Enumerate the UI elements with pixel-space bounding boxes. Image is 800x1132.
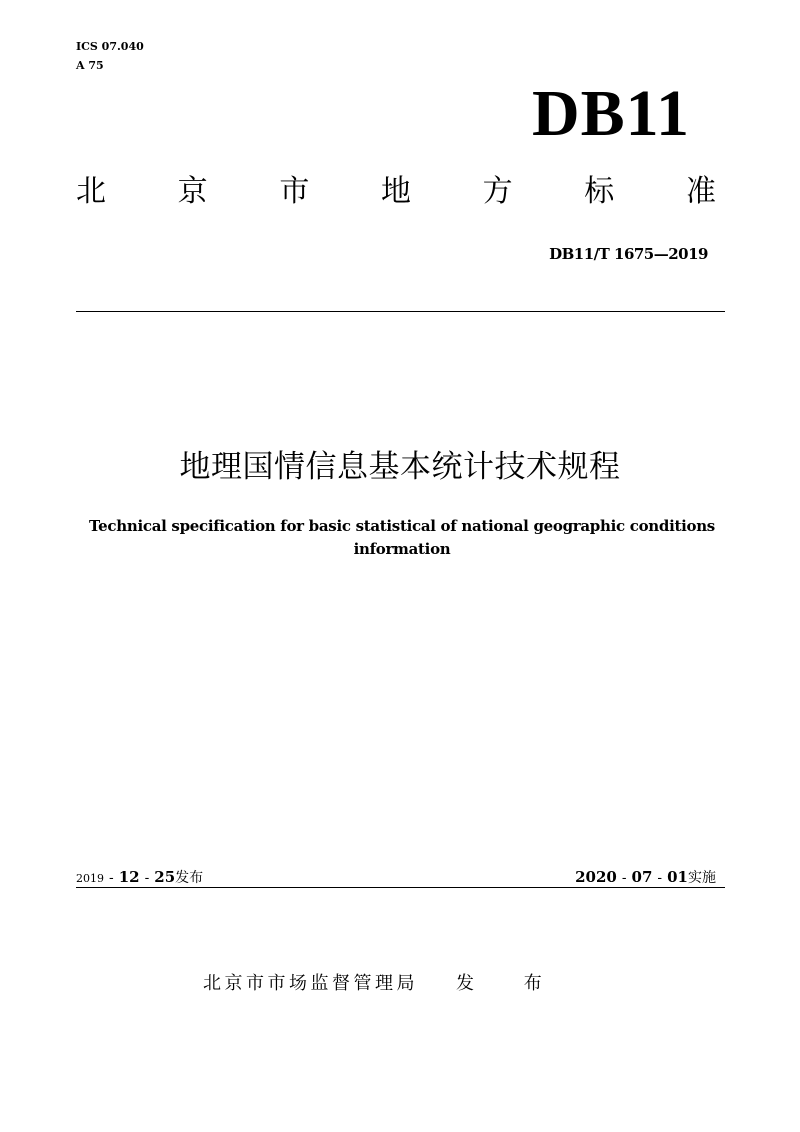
publisher-line bbox=[203, 972, 564, 996]
date-separator: - bbox=[144, 871, 150, 886]
publish-action: 发 布 bbox=[456, 973, 564, 994]
date-separator: - bbox=[621, 871, 627, 886]
classification-code: A 75 bbox=[76, 59, 104, 72]
standard-type-char: 市 bbox=[279, 174, 310, 209]
standard-number: DB11/T 1675—2019 bbox=[549, 245, 708, 263]
implement-month: 07 bbox=[631, 868, 653, 886]
standard-type-char: 北 bbox=[76, 174, 106, 209]
publisher-name: 北京市市场监督管理局 bbox=[203, 973, 418, 994]
date-separator: - bbox=[657, 871, 663, 886]
implement-day: 01 bbox=[667, 868, 688, 886]
standard-type-char: 地 bbox=[380, 174, 411, 209]
issue-month: 12 bbox=[118, 868, 140, 886]
implement-year: 2020 bbox=[575, 868, 617, 886]
date-divider bbox=[76, 887, 725, 888]
date-separator: - bbox=[109, 871, 114, 886]
issue-day: 25 bbox=[154, 868, 176, 886]
issue-year: 2019 bbox=[76, 872, 104, 885]
document-title-zh: 地理国情信息基本统计技术规程 bbox=[179, 449, 621, 485]
standard-mark: DB11 bbox=[531, 77, 690, 150]
standard-type-char: 方 bbox=[482, 174, 513, 209]
standard-type-char: 标 bbox=[584, 174, 615, 209]
standard-type-char: 京 bbox=[177, 174, 208, 209]
standard-type-char: 准 bbox=[685, 174, 716, 209]
implement-suffix: 实施 bbox=[688, 870, 716, 886]
document-title-en: Technical specification for basic statistical of national geographic conditions information bbox=[89, 517, 715, 558]
standard-type-heading bbox=[76, 172, 716, 212]
ics-code: ICS 07.040 bbox=[76, 40, 144, 53]
issue-suffix: 发布 bbox=[175, 870, 204, 886]
top-divider bbox=[76, 311, 725, 312]
implementation-date bbox=[575, 867, 716, 889]
issue-date bbox=[76, 867, 203, 889]
